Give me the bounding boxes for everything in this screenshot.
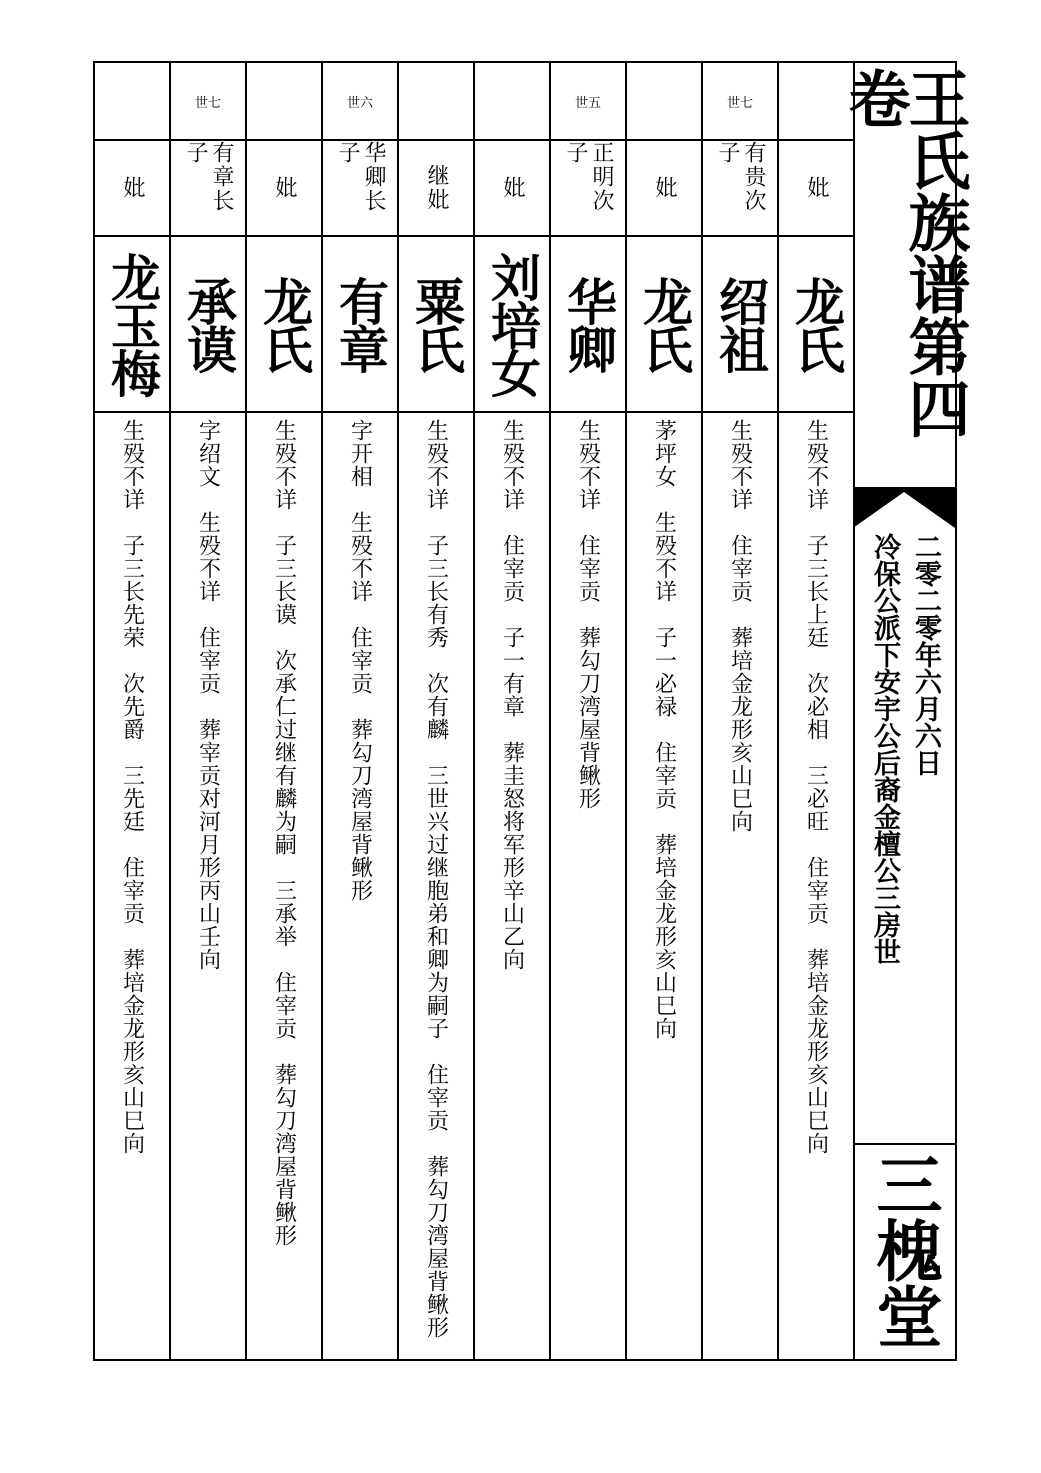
- hall-name: 三槐堂: [865, 1151, 943, 1349]
- generation-cell: [475, 63, 549, 141]
- person-name: 龙氏: [787, 276, 846, 372]
- person-name: 承谟: [179, 276, 238, 372]
- bio-cell: [627, 413, 701, 1359]
- book-title: 王氏族谱第四卷: [838, 67, 971, 439]
- hall-name-cell: [853, 1143, 955, 1359]
- relation-text: 有贵次子: [715, 141, 766, 213]
- person-bio: 生殁不详 子三长谟 次承仁过继有麟为嗣 三承举 住宰贡 葬勾刀湾屋背鳅形: [271, 419, 297, 1247]
- relation-text: 妣: [120, 176, 145, 200]
- lineage-subtitle: 冷保公派下安宇公后裔金檀公三房世: [869, 533, 900, 965]
- name-cell: [551, 237, 625, 413]
- generation-cell: [95, 63, 169, 141]
- entry-column: [95, 63, 171, 1359]
- fishtail-banner: [853, 487, 955, 532]
- person-bio: 茅坪女 生殁不详 子一必禄 住宰贡 葬培金龙形亥山巳向: [651, 419, 677, 1040]
- person-name: 绍祖: [711, 276, 770, 372]
- generation-cell: 世五: [551, 63, 625, 141]
- person-bio: 生殁不详 子三长上廷 次必相 三必旺 住宰贡 葬培金龙形亥山巳向: [803, 419, 829, 1155]
- person-bio: 生殁不详 子三长先荣 次先爵 三先廷 住宰贡 葬培金龙形亥山巳向: [119, 419, 145, 1155]
- entry-column: [399, 63, 475, 1359]
- name-cell: [171, 237, 245, 413]
- generation-cell: [627, 63, 701, 141]
- name-cell: [323, 237, 397, 413]
- entry-column: [247, 63, 323, 1359]
- entry-column: [703, 63, 779, 1359]
- relation-text: 正明次子: [563, 141, 614, 213]
- bio-cell: [551, 413, 625, 1359]
- bio-cell: [703, 413, 777, 1359]
- person-bio: 字绍文 生殁不详 住宰贡 葬宰贡对河月形丙山壬向: [195, 419, 221, 971]
- bio-cell: [323, 413, 397, 1359]
- name-cell: [703, 237, 777, 413]
- person-name: 刘培女: [483, 252, 542, 396]
- relation-cell: [779, 141, 853, 237]
- person-name: 龙氏: [635, 276, 694, 372]
- generation-cell: [399, 63, 473, 141]
- relation-cell: [551, 141, 625, 237]
- publication-date: 二零二零年六月六日: [910, 533, 941, 776]
- person-bio: 生殁不详 住宰贡 葬勾刀湾屋背鳅形: [575, 419, 601, 810]
- relation-text: 继妣: [424, 164, 449, 212]
- relation-cell: [323, 141, 397, 237]
- generation-cell: [247, 63, 321, 141]
- genealogy-page: [93, 61, 971, 1361]
- relation-text: 妣: [804, 176, 829, 200]
- relation-cell: [627, 141, 701, 237]
- relation-text: 妣: [652, 176, 677, 200]
- person-name: 粟氏: [407, 276, 466, 372]
- person-name: 龙氏: [255, 276, 314, 372]
- title-column: [838, 63, 971, 1359]
- entry-column: [171, 63, 247, 1359]
- entry-column: [475, 63, 551, 1359]
- bio-cell: [779, 413, 853, 1359]
- relation-text: 有章长子: [183, 141, 234, 213]
- name-cell: [247, 237, 321, 413]
- relation-cell: [247, 141, 321, 237]
- bio-cell: [95, 413, 169, 1359]
- person-name: 龙玉梅: [103, 252, 162, 396]
- bio-cell: [247, 413, 321, 1359]
- title-cell: [838, 63, 971, 487]
- bio-cell: [475, 413, 549, 1359]
- name-cell: [779, 237, 853, 413]
- relation-cell: [475, 141, 549, 237]
- person-bio: 生殁不详 子三长有秀 次有麟 三世兴过继胞弟和卿为嗣子 住宰贡 葬勾刀湾屋背鳅形: [423, 419, 449, 1339]
- name-cell: [399, 237, 473, 413]
- generation-cell: 世六: [323, 63, 397, 141]
- generation-cell: 世七: [171, 63, 245, 141]
- entry-column: [323, 63, 399, 1359]
- person-bio: 字开相 生殁不详 住宰贡 葬勾刀湾屋背鳅形: [347, 419, 373, 902]
- person-bio: 生殁不详 住宰贡 子一有章 葬圭怒将军形辛山乙向: [499, 419, 525, 971]
- person-name: 有章: [331, 276, 390, 372]
- person-bio: 生殁不详 住宰贡 葬培金龙形亥山巳向: [727, 419, 753, 833]
- relation-text: 妣: [272, 176, 297, 200]
- subtitle-cell: [853, 533, 955, 1143]
- name-cell: [627, 237, 701, 413]
- relation-text: 华卿长子: [335, 141, 386, 213]
- generation-cell: 世七: [703, 63, 777, 141]
- person-name: 华卿: [559, 276, 618, 372]
- entry-column: [627, 63, 703, 1359]
- bio-cell: [171, 413, 245, 1359]
- relation-cell: [399, 141, 473, 237]
- relation-cell: [95, 141, 169, 237]
- relation-cell: [171, 141, 245, 237]
- entry-column: [551, 63, 627, 1359]
- relation-cell: [703, 141, 777, 237]
- bio-cell: [399, 413, 473, 1359]
- name-cell: [475, 237, 549, 413]
- name-cell: [95, 237, 169, 413]
- relation-text: 妣: [500, 176, 525, 200]
